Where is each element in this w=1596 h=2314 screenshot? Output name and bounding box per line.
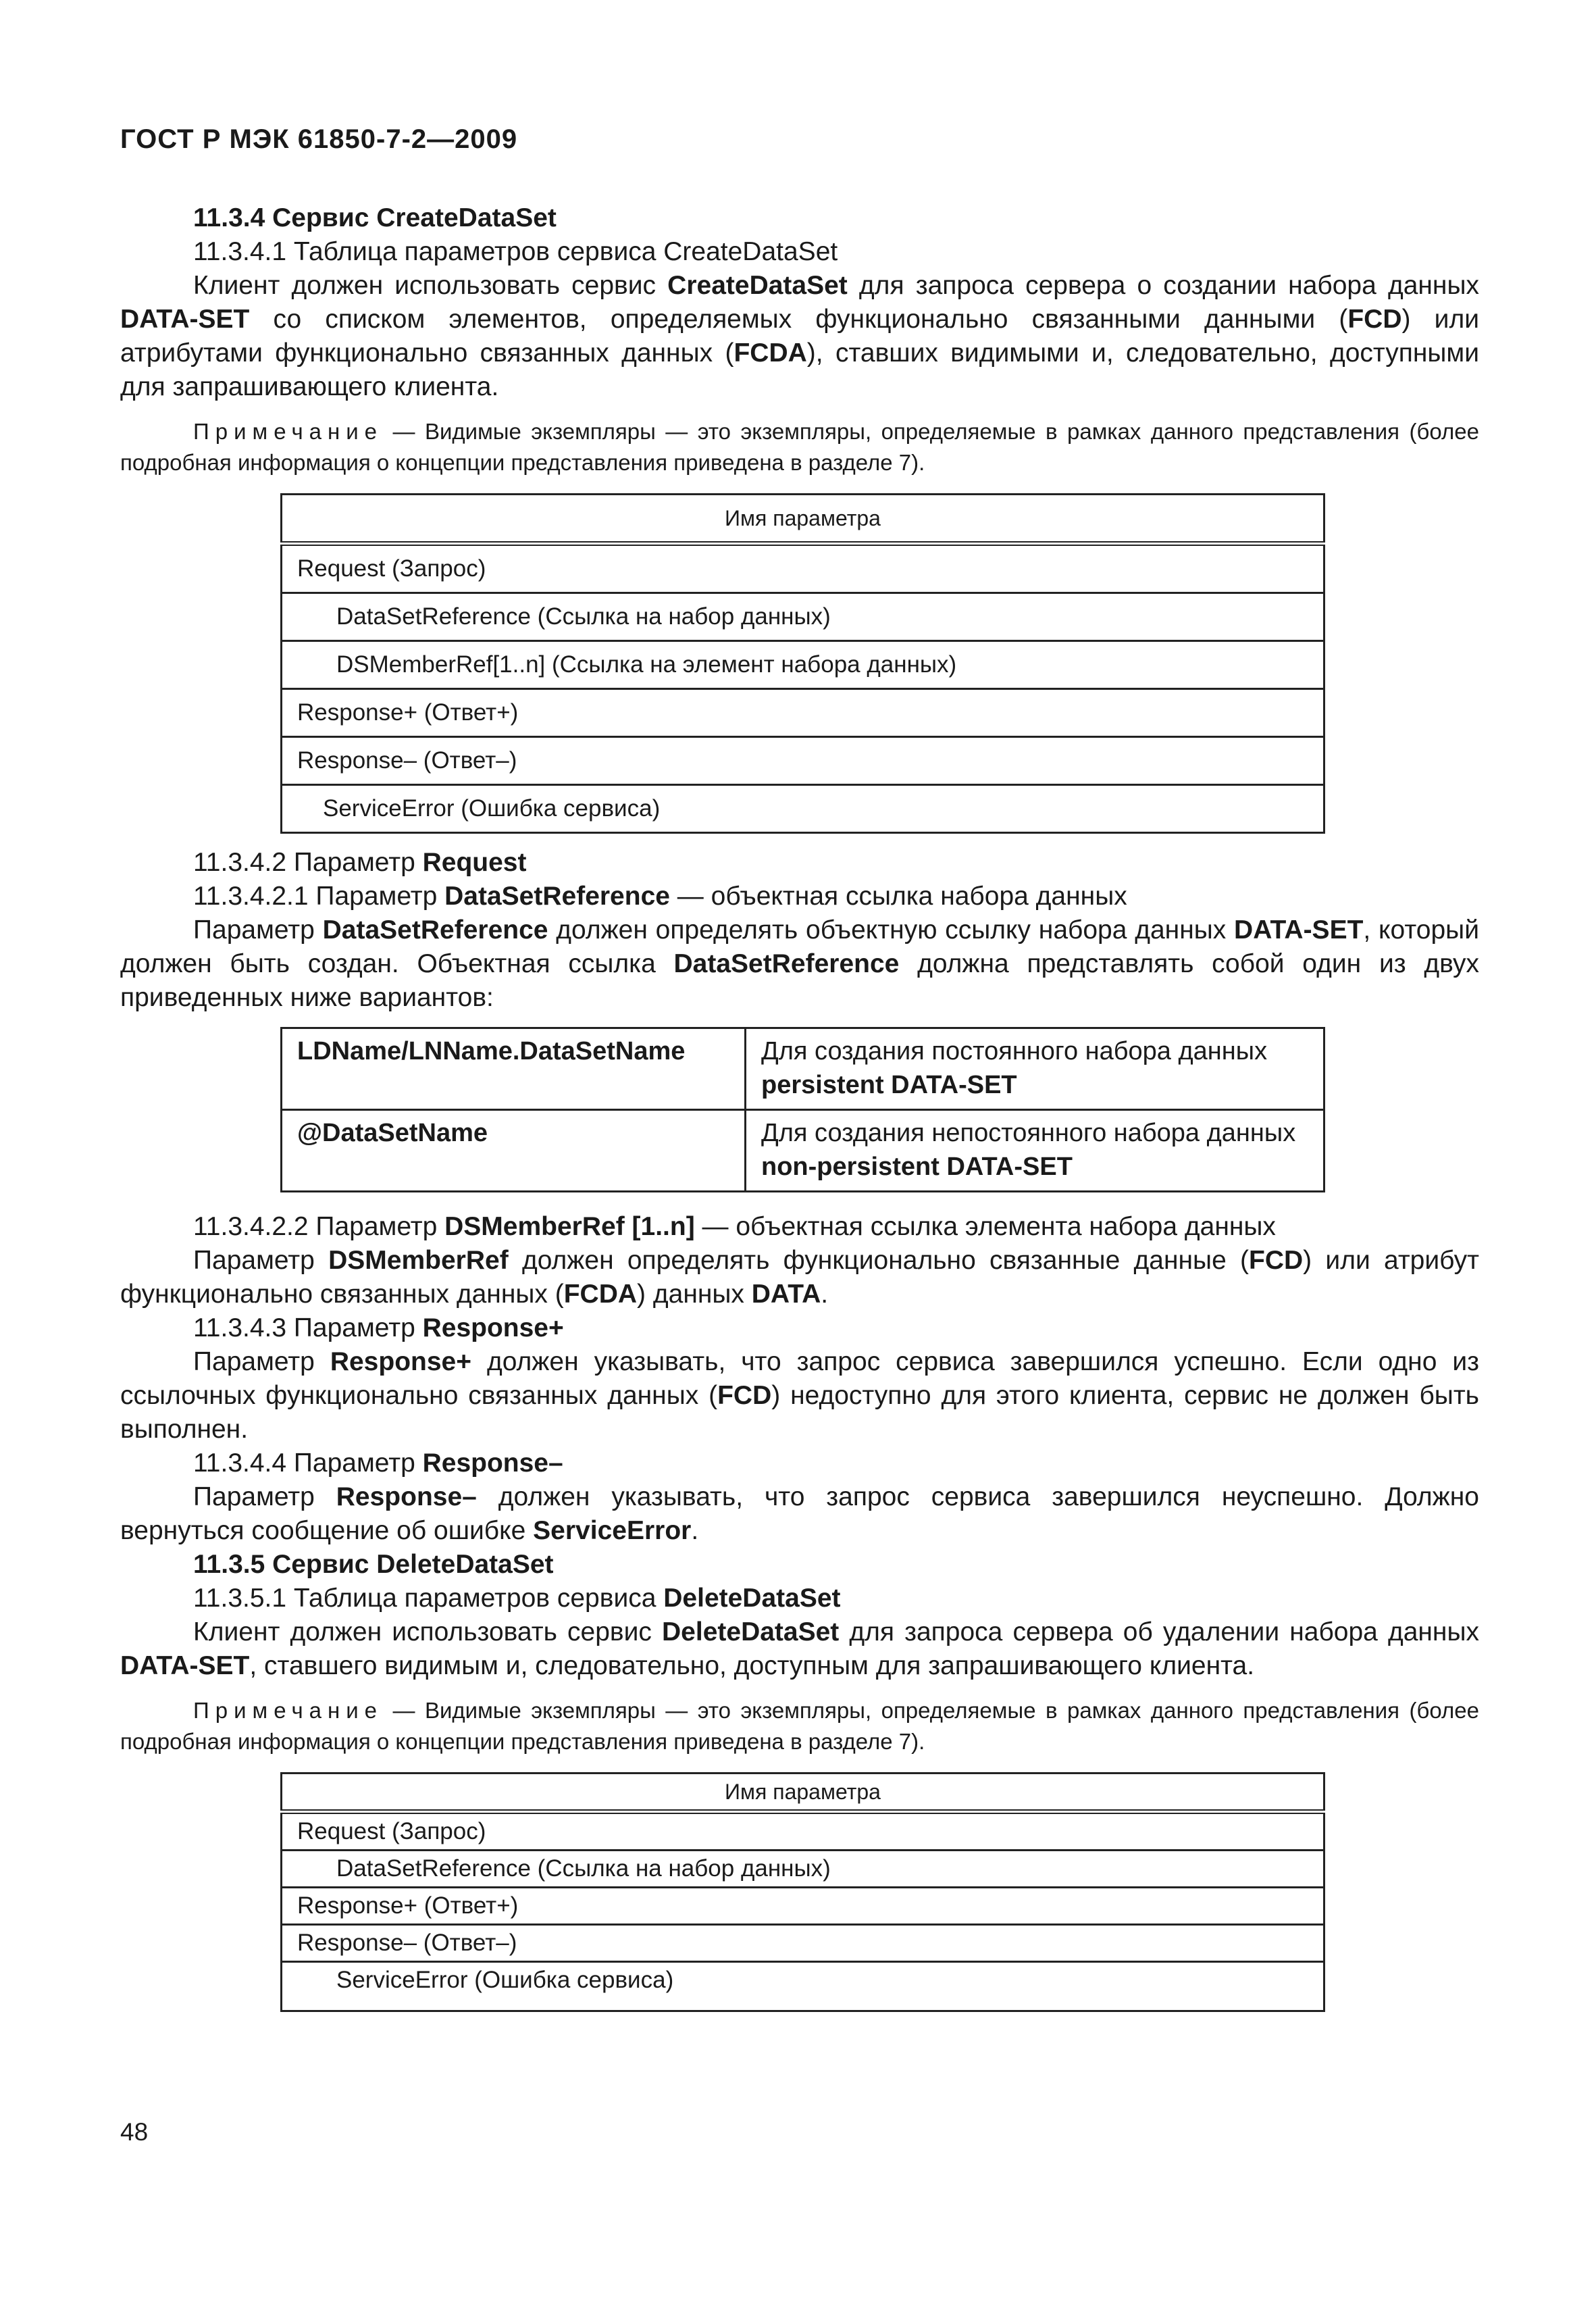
table-row: Request (Запрос) <box>282 1812 1324 1851</box>
section-heading-11-3-5: 11.3.5 Сервис DeleteDataSet <box>193 1550 554 1579</box>
variant-name: LDName/LNName.DataSetName <box>282 1028 746 1110</box>
page-number: 48 <box>120 2118 149 2146</box>
variant-description: Для создания постоянного набора данных persistent DATA-SET <box>746 1028 1324 1110</box>
delete-parameter-table <box>280 1772 1325 2012</box>
paragraph-create-intro: Клиент должен использовать сервис CreateDataSet для запроса сервера о создании набора данных DATA-SET со списком элементов, определяемых функционально связанными данными (FCD) или атрибутами функционально связанных данных (FCDA), ставших видимыми и, следовательно, доступными для запрашивающего клиента. <box>120 271 1480 401</box>
note-create: Примечание — Видимые экземпляры — это экземпляры, определяемые в рамках данного представления (более подробная информация о концепции представления приведена в разделе 7). <box>120 419 1479 475</box>
document-body <box>120 201 1479 2012</box>
subsection-11-3-4-2-1: 11.3.4.2.1 Параметр DataSetReference — объектная ссылка набора данных <box>193 882 1127 911</box>
paragraph-dsmemberref: Параметр DSMemberRef должен определять функционально связанные данные (FCD) или атрибут функционально связанных данных (FCDA) данных DATA. <box>120 1246 1480 1309</box>
table-row: DSMemberRef[1..n] (Ссылка на элемент набора данных) <box>282 641 1324 689</box>
table-row: Response– (Ответ–) <box>282 737 1324 785</box>
section-heading-11-3-4: 11.3.4 Сервис CreateDataSet <box>193 203 557 232</box>
subsection-11-3-5-1: 11.3.5.1 Таблица параметров сервиса DeleteDataSet <box>193 1584 841 1613</box>
variants-table <box>280 1027 1325 1192</box>
variant-description: Для создания непостоянного набора данных non-persistent DATA-SET <box>746 1110 1324 1192</box>
subsection-11-3-4-3: 11.3.4.3 Параметр Response+ <box>193 1313 564 1342</box>
document-header: ГОСТ Р МЭК 61850-7-2—2009 <box>120 124 518 154</box>
paragraph-response-plus: Параметр Response+ должен указывать, что запрос сервиса завершился успешно. Если одно из ссылочных функционально связанных данных (FCD) недоступно для этого клиента, сервис не должен быть выполнен. <box>120 1347 1480 1444</box>
subsection-11-3-4-4: 11.3.4.4 Параметр Response– <box>193 1449 563 1478</box>
create-parameter-table <box>280 493 1325 834</box>
subsection-11-3-4-1: 11.3.4.1 Таблица параметров сервиса CreateDataSet <box>193 237 838 266</box>
paragraph-datasetreference: Параметр DataSetReference должен определять объектную ссылку набора данных DATA-SET, который должен быть создан. Объектная ссылка DataSetReference должна представлять собой один из двух приведенных ниже вариантов: <box>120 915 1479 1012</box>
table-row: Response+ (Ответ+) <box>282 689 1324 737</box>
table-row: ServiceError (Ошибка сервиса) <box>282 1962 1324 2011</box>
table-row: Response+ (Ответ+) <box>282 1888 1324 1925</box>
subsection-11-3-4-2-2: 11.3.4.2.2 Параметр DSMemberRef [1..n] — объектная ссылка элемента набора данных <box>193 1212 1276 1241</box>
paragraph-delete-intro: Клиент должен использовать сервис DeleteDataSet для запроса сервера об удалении набора данных DATA-SET, ставшего видимым и, следовательно, доступным для запрашивающего клиента. <box>120 1617 1479 1680</box>
table-row: Request (Запрос) <box>282 544 1324 593</box>
table-row: Response– (Ответ–) <box>282 1925 1324 1962</box>
subsection-11-3-4-2: 11.3.4.2 Параметр Request <box>193 848 527 877</box>
table-header: Имя параметра <box>282 495 1324 544</box>
table-row: DataSetReference (Ссылка на набор данных) <box>282 1851 1324 1888</box>
note-delete: Примечание — Видимые экземпляры — это экземпляры, определяемые в рамках данного представления (более подробная информация о концепции представления приведена в разделе 7). <box>120 1698 1479 1754</box>
paragraph-response-minus: Параметр Response– должен указывать, что запрос сервиса завершился неуспешно. Должно вернуться сообщение об ошибке ServiceError. <box>120 1482 1479 1545</box>
table-header: Имя параметра <box>282 1774 1324 1812</box>
table-row: ServiceError (Ошибка сервиса) <box>282 785 1324 833</box>
variant-name: @DataSetName <box>282 1110 746 1192</box>
table-row: DataSetReference (Ссылка на набор данных) <box>282 593 1324 641</box>
